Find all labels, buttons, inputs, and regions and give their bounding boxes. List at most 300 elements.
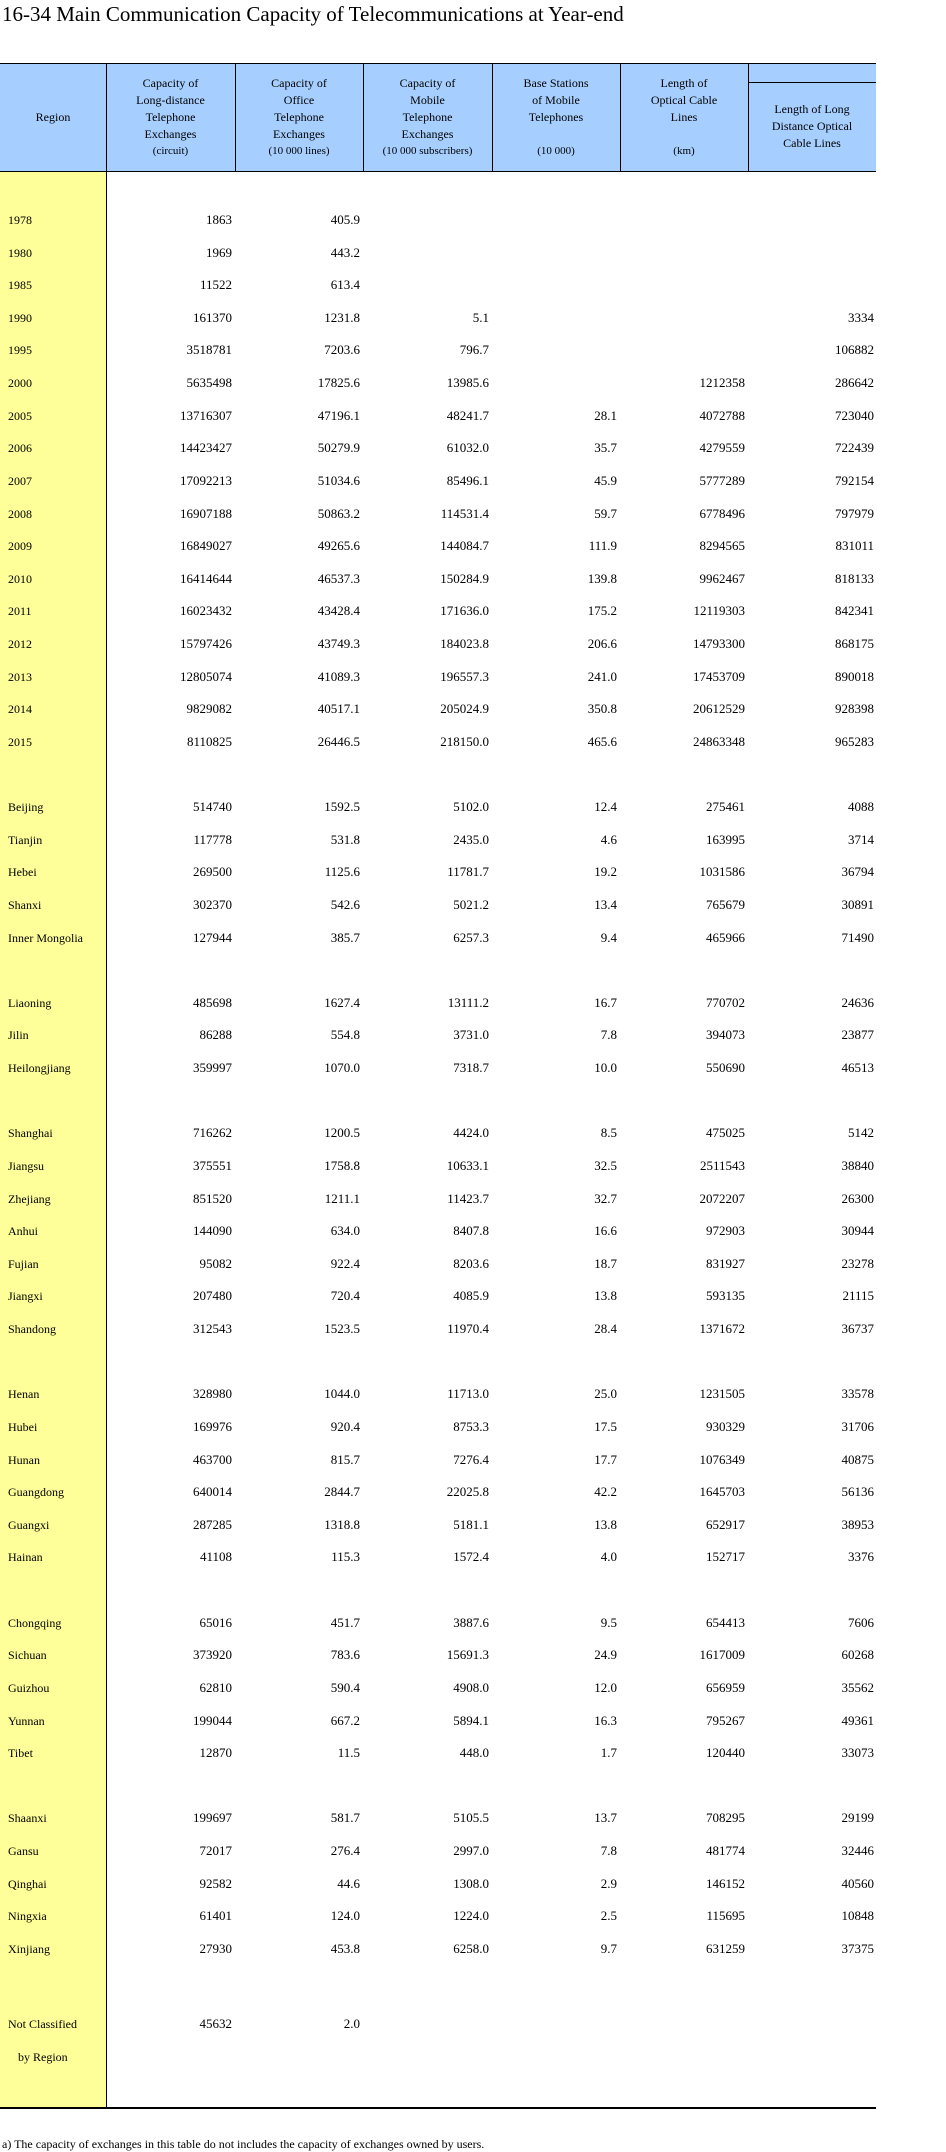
table-cell [492, 2008, 617, 2040]
table-cell: 24863348 [693, 734, 745, 749]
table-row [0, 2008, 876, 2040]
table-cell: 20612529 [693, 701, 745, 716]
table-row [0, 498, 876, 530]
table-cell [620, 204, 745, 236]
table-cell: 24.9 [594, 1647, 617, 1662]
table-cell: 8407.8 [453, 1223, 489, 1238]
table-cell: 161370 [193, 310, 232, 325]
table-cell: 199044 [193, 1713, 232, 1728]
table-row [0, 856, 876, 888]
table-cell [748, 2008, 874, 2040]
row-label: Jiangxi [8, 1289, 43, 1303]
table-cell: 30891 [841, 897, 874, 912]
table-cell: 1231.8 [324, 310, 360, 325]
row-label: 2014 [8, 702, 32, 716]
header-line: Base Stations [523, 76, 589, 90]
row-label: 2005 [8, 409, 32, 423]
table-cell: 9.5 [600, 1615, 617, 1630]
row-label: 2009 [8, 539, 32, 553]
header-long-distance-optical-cable [748, 82, 876, 171]
table-cell: 851520 [193, 1191, 232, 1206]
table-cell: 451.7 [330, 1615, 360, 1630]
table-cell: 13111.2 [447, 995, 489, 1010]
table-row [0, 1183, 876, 1215]
table-cell: 708295 [706, 1810, 745, 1825]
header-line: Exchanges [273, 127, 325, 141]
table-row [0, 824, 876, 856]
table-cell: 17.5 [594, 1419, 617, 1434]
table-cell: 205024.9 [440, 701, 489, 716]
table-cell: 207480 [193, 1288, 232, 1303]
table-row [0, 269, 876, 301]
table-cell: 554.8 [330, 1027, 360, 1042]
table-row [0, 1900, 876, 1932]
table-cell: 56136 [841, 1484, 874, 1499]
table-cell: 8294565 [699, 538, 745, 553]
table-cell: 21115 [842, 1288, 874, 1303]
row-label: 2008 [8, 507, 32, 521]
table-cell: 12805074 [180, 669, 232, 684]
table-cell: 1.7 [600, 1745, 617, 1760]
table-cell: 328980 [193, 1386, 232, 1401]
table-cell: 37375 [841, 1941, 874, 1956]
table-cell [492, 334, 617, 366]
table-cell: 95082 [199, 1256, 232, 1271]
row-label: Gansu [8, 1844, 39, 1858]
header-unit: (10 000) [537, 145, 575, 157]
table-cell: 50863.2 [317, 506, 360, 521]
table-cell [620, 302, 745, 334]
table-cell: 25.0 [594, 1386, 617, 1401]
table-cell: 171636.0 [440, 603, 489, 618]
page-title: 16-34 Main Communication Capacity of Telecommunications at Year-end [2, 2, 624, 26]
table-cell: 30944 [841, 1223, 874, 1238]
table-row [0, 204, 876, 236]
table-cell: 13.7 [594, 1810, 617, 1825]
table-row [0, 1607, 876, 1639]
table-cell: 481774 [706, 1843, 745, 1858]
table-cell: 40560 [841, 1876, 874, 1891]
table-row [0, 432, 876, 464]
table-cell: 127944 [193, 930, 232, 945]
table-cell: 22025.8 [446, 1484, 489, 1499]
header-office-capacity [235, 64, 363, 171]
row-label: 1995 [8, 343, 32, 357]
table-cell: 818133 [835, 571, 874, 586]
table-cell: 373920 [193, 1647, 232, 1662]
table-cell: 275461 [706, 799, 745, 814]
table-cell: 1211.1 [324, 1191, 360, 1206]
table-cell: 163995 [706, 832, 745, 847]
table-cell: 5.1 [472, 310, 489, 325]
table-cell: 842341 [835, 603, 874, 618]
table-cell: 16023432 [180, 603, 232, 618]
table-cell: 3376 [848, 1549, 874, 1564]
table-cell: 11781.7 [447, 864, 489, 879]
table-cell: 1645703 [699, 1484, 745, 1499]
row-label: Hebei [8, 865, 37, 879]
table-row [0, 1052, 876, 1084]
table-row [0, 367, 876, 399]
table-cell: 5777289 [699, 473, 745, 488]
table-cell: 8203.6 [453, 1256, 489, 1271]
table-cell: 783.6 [330, 1647, 360, 1662]
table-cell: 11970.4 [447, 1321, 489, 1336]
table-cell: 46513 [841, 1060, 874, 1075]
table-cell [620, 237, 745, 269]
table-cell: 72017 [199, 1843, 232, 1858]
table-cell: 831927 [706, 1256, 745, 1271]
table-cell [492, 367, 617, 399]
table-cell: 7203.6 [324, 342, 360, 357]
table-cell: 463700 [193, 1452, 232, 1467]
table-cell: 1617009 [699, 1647, 745, 1662]
header-line: Telephone [402, 110, 453, 124]
table-row [0, 1019, 876, 1051]
table-cell: 49265.6 [317, 538, 360, 553]
header-line: Telephone [274, 110, 324, 124]
header-line: Exchanges [144, 127, 197, 141]
table-cell: 5181.1 [453, 1517, 489, 1532]
table-row [0, 889, 876, 921]
table-cell: 815.7 [330, 1452, 360, 1467]
table-cell: 286642 [835, 375, 874, 390]
table-cell: 32446 [841, 1843, 874, 1858]
footnote: a) The capacity of exchanges in this table do not includes the capacity of exchanges owned by users. [2, 2137, 485, 2151]
table-row [0, 1705, 876, 1737]
row-label: Shandong [8, 1322, 56, 1336]
table-cell: 2435.0 [453, 832, 489, 847]
table-cell: 312543 [193, 1321, 232, 1336]
table-cell: 17825.6 [317, 375, 360, 390]
row-label: Hainan [8, 1550, 43, 1564]
table-cell [748, 237, 874, 269]
table-cell: 120440 [706, 1745, 745, 1760]
table-cell: 61401 [199, 1908, 232, 1923]
header-line: Capacity of [399, 76, 456, 90]
table-cell: 40875 [841, 1452, 874, 1467]
table-row [0, 726, 876, 758]
table-cell: 7606 [848, 1615, 874, 1630]
table-cell: 1044.0 [324, 1386, 360, 1401]
row-label: Fujian [8, 1257, 39, 1271]
table-cell: 16849027 [180, 538, 232, 553]
table-cell: 29199 [841, 1810, 874, 1825]
header-line [555, 126, 558, 143]
table-cell: 41108 [199, 1549, 232, 1564]
table-cell: 51034.6 [317, 473, 360, 488]
table-cell: 890018 [835, 669, 874, 684]
header-line: Telephones [528, 110, 584, 124]
table-cell: 5142 [848, 1125, 874, 1140]
table-cell: 111.9 [588, 538, 617, 553]
table-row [0, 400, 876, 432]
table-row [0, 1313, 876, 1345]
table-cell: 920.4 [330, 1419, 360, 1434]
table-cell: 1863 [206, 212, 232, 227]
row-label: 2000 [8, 376, 32, 390]
row-label: 1985 [8, 278, 32, 292]
table-cell: 475025 [706, 1125, 745, 1140]
table-cell: 11713.0 [447, 1386, 489, 1401]
row-label: 1990 [8, 311, 32, 325]
table-cell: 23877 [841, 1027, 874, 1042]
row-label: 2011 [8, 604, 32, 618]
table-cell: 1308.0 [453, 1876, 489, 1891]
table-cell [748, 269, 874, 301]
table-cell: 795267 [706, 1713, 745, 1728]
table-cell: 4072788 [699, 408, 745, 423]
table-cell: 61032.0 [446, 440, 489, 455]
table-cell: 1224.0 [453, 1908, 489, 1923]
table-cell: 2.0 [343, 2016, 360, 2031]
header-long-distance-capacity [106, 64, 235, 171]
table-cell: 593135 [706, 1288, 745, 1303]
table-cell: 4088 [848, 799, 874, 814]
row-label: 1978 [8, 213, 32, 227]
table-cell: 115695 [706, 1908, 745, 1923]
row-label: Ningxia [8, 1909, 47, 1923]
table-cell: 146152 [706, 1876, 745, 1891]
table-row [0, 1117, 876, 1149]
table-cell: 4424.0 [453, 1125, 489, 1140]
table-cell: 796.7 [459, 342, 489, 357]
table-cell: 269500 [193, 864, 232, 879]
table-cell: 199697 [193, 1810, 232, 1825]
table-cell: 723040 [835, 408, 874, 423]
row-label: Hubei [8, 1420, 38, 1434]
not-classified-label: by Region [18, 2050, 68, 2064]
not-classified-label: Not Classified [8, 2017, 77, 2031]
header-line: Mobile [410, 93, 445, 107]
table-cell: 5894.1 [453, 1713, 489, 1728]
table-row [0, 1672, 876, 1704]
table-cell: 184023.8 [440, 636, 489, 651]
table-cell: 631259 [706, 1941, 745, 1956]
table-cell: 1200.5 [324, 1125, 360, 1140]
table-cell: 35.7 [594, 440, 617, 455]
header-line: Length of [660, 76, 708, 90]
table-cell: 770702 [706, 995, 745, 1010]
table-cell: 1231505 [699, 1386, 745, 1401]
table-row [0, 334, 876, 366]
table-cell: 32.7 [594, 1191, 617, 1206]
table-cell: 50279.9 [317, 440, 360, 455]
table-cell: 35562 [841, 1680, 874, 1695]
row-label: Guangxi [8, 1518, 50, 1532]
table-cell: 613.4 [330, 277, 360, 292]
table-row [0, 595, 876, 627]
table-cell: 38840 [841, 1158, 874, 1173]
table-cell: 17092213 [180, 473, 232, 488]
row-label: 2007 [8, 474, 32, 488]
table-cell: 150284.9 [440, 571, 489, 586]
table-cell: 65016 [199, 1615, 232, 1630]
header-unit: (km) [673, 145, 695, 157]
header-base-stations [492, 64, 620, 171]
table-row [0, 1933, 876, 1965]
header-line: Capacity of [271, 76, 327, 90]
table-row [0, 1150, 876, 1182]
table-cell: 868175 [835, 636, 874, 651]
row-label: Jilin [8, 1028, 29, 1042]
table-cell: 218150.0 [440, 734, 489, 749]
table-cell: 85496.1 [446, 473, 489, 488]
table-cell: 7318.7 [453, 1060, 489, 1075]
table-cell: 38953 [841, 1517, 874, 1532]
table-cell: 4.0 [600, 1549, 617, 1564]
table-cell: 3887.6 [453, 1615, 489, 1630]
table-cell: 550690 [706, 1060, 745, 1075]
table-cell: 13.8 [594, 1288, 617, 1303]
table-cell: 10633.1 [446, 1158, 489, 1173]
header-line: Length of Long [774, 102, 850, 116]
table-cell: 5021.2 [453, 897, 489, 912]
table-row [0, 1835, 876, 1867]
table-cell: 24636 [841, 995, 874, 1010]
table-cell: 71490 [841, 930, 874, 945]
table-cell: 2511543 [699, 1158, 745, 1173]
table-cell: 48241.7 [446, 408, 489, 423]
table-cell: 196557.3 [440, 669, 489, 684]
table-row [0, 1476, 876, 1508]
header-line: Telephone [145, 110, 196, 124]
table-cell: 41089.3 [317, 669, 360, 684]
row-label: Hunan [8, 1453, 40, 1467]
table-cell [492, 204, 617, 236]
table-cell: 590.4 [330, 1680, 360, 1695]
table-cell: 722439 [835, 440, 874, 455]
table-cell: 3731.0 [453, 1027, 489, 1042]
table-cell: 124.0 [330, 1908, 360, 1923]
table-cell: 14423427 [180, 440, 232, 455]
table-row [0, 1378, 876, 1410]
table-cell: 453.8 [330, 1941, 360, 1956]
table-cell: 31706 [841, 1419, 874, 1434]
table-cell: 49361 [841, 1713, 874, 1728]
row-label: Sichuan [8, 1648, 47, 1662]
row-label: 2010 [8, 572, 32, 586]
table-cell: 1758.8 [324, 1158, 360, 1173]
table-cell: 797979 [835, 506, 874, 521]
table-row [0, 1639, 876, 1671]
header-line: Cable Lines [783, 136, 841, 150]
table-row [0, 1541, 876, 1573]
table-cell: 19.2 [594, 864, 617, 879]
table-cell: 8.5 [600, 1125, 617, 1140]
table-cell: 922.4 [330, 1256, 360, 1271]
table-cell: 5635498 [186, 375, 232, 390]
table-cell: 5102.0 [453, 799, 489, 814]
table-cell: 656959 [706, 1680, 745, 1695]
row-label: Shanxi [8, 898, 42, 912]
table-cell: 11423.7 [447, 1191, 489, 1206]
row-label: Chongqing [8, 1616, 62, 1630]
table-cell: 18.7 [594, 1256, 617, 1271]
table-cell: 23278 [841, 1256, 874, 1271]
table-cell: 10.0 [594, 1060, 617, 1075]
table-cell [363, 2008, 489, 2040]
header-unit: (10 000 lines) [268, 145, 330, 157]
table-cell: 15797426 [180, 636, 232, 651]
table-cell: 2.5 [600, 1908, 617, 1923]
table-cell: 640014 [193, 1484, 232, 1499]
row-label: Qinghai [8, 1877, 47, 1891]
row-label: 2015 [8, 735, 32, 749]
table-cell: 12119303 [693, 603, 745, 618]
table-cell: 36737 [841, 1321, 874, 1336]
table-row [0, 1411, 876, 1443]
table-cell: 716262 [193, 1125, 232, 1140]
table-cell: 43749.3 [317, 636, 360, 651]
table-cell [748, 204, 874, 236]
table-cell: 13.8 [594, 1517, 617, 1532]
table-cell: 16.3 [594, 1713, 617, 1728]
table-cell: 1627.4 [324, 995, 360, 1010]
table-cell [620, 269, 745, 301]
table-cell: 59.7 [594, 506, 617, 521]
table-cell: 33578 [841, 1386, 874, 1401]
table-cell: 10848 [841, 1908, 874, 1923]
table-cell: 3518781 [186, 342, 232, 357]
table-cell: 394073 [706, 1027, 745, 1042]
row-label: Tibet [8, 1746, 33, 1760]
table-row [0, 237, 876, 269]
table-cell: 542.6 [330, 897, 360, 912]
table-cell: 514740 [193, 799, 232, 814]
row-label: Jiangsu [8, 1159, 44, 1173]
row-label: Guizhou [8, 1681, 50, 1695]
table-cell: 3334 [848, 310, 874, 325]
row-label: Tianjin [8, 833, 43, 847]
table-cell: 15691.3 [446, 1647, 489, 1662]
table-row [0, 1280, 876, 1312]
table-cell: 11.5 [337, 1745, 360, 1760]
row-label: 2012 [8, 637, 32, 651]
table-header [0, 64, 876, 172]
table-cell: 1076349 [699, 1452, 745, 1467]
row-label: Yunnan [8, 1714, 45, 1728]
table-cell: 32.5 [594, 1158, 617, 1173]
table-cell: 7.8 [600, 1027, 617, 1042]
row-label: 1980 [8, 246, 32, 260]
table-cell: 28.4 [594, 1321, 617, 1336]
table-cell: 443.2 [330, 245, 360, 260]
table-cell [620, 2008, 745, 2040]
table-cell [492, 302, 617, 334]
table-cell: 531.8 [330, 832, 360, 847]
header-line: Distance Optical [771, 119, 853, 133]
table-row [0, 530, 876, 562]
table-cell: 45632 [199, 2016, 232, 2031]
header-line: Long-distance [136, 93, 205, 107]
header-line [683, 126, 686, 143]
table-cell: 831011 [835, 538, 874, 553]
table-cell: 8110825 [186, 734, 232, 749]
row-label: Liaoning [8, 996, 52, 1010]
table-row [0, 1215, 876, 1247]
table-cell: 117778 [193, 832, 232, 847]
table-cell: 46537.3 [317, 571, 360, 586]
table-cell: 175.2 [587, 603, 617, 618]
table-cell: 2.9 [600, 1876, 617, 1891]
table-cell: 350.8 [587, 701, 617, 716]
table-cell: 1031586 [699, 864, 745, 879]
table-row [0, 791, 876, 823]
table-cell: 9.4 [600, 930, 617, 945]
table-cell: 9.7 [600, 1941, 617, 1956]
table-cell: 3714 [848, 832, 874, 847]
